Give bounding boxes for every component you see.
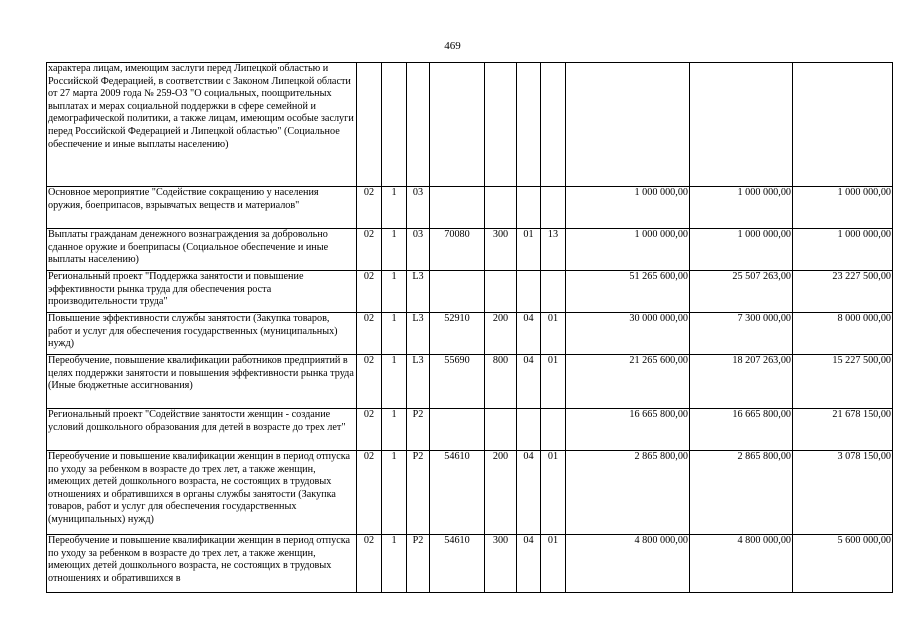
program-code: 02 — [357, 409, 382, 451]
row-name: Повышение эффективности службы занятости (Закупка товаров, работ и услуг для обеспечения государственных (муниципальных) нужд) — [47, 313, 357, 355]
expense-type-code: 300 — [485, 535, 517, 593]
expense-type-code — [485, 409, 517, 451]
subprogram-code: 1 — [382, 187, 407, 229]
subsection-code: 01 — [541, 451, 566, 535]
sum-year-3: 21 678 150,00 — [793, 409, 893, 451]
section-code: 04 — [517, 535, 541, 593]
table-row — [47, 535, 893, 593]
event-code: 03 — [407, 187, 430, 229]
section-code — [517, 271, 541, 313]
direction-code — [430, 63, 485, 187]
event-code: L3 — [407, 271, 430, 313]
sum-year-3: 1 000 000,00 — [793, 229, 893, 271]
direction-code: 52910 — [430, 313, 485, 355]
direction-code: 54610 — [430, 451, 485, 535]
event-code: P2 — [407, 535, 430, 593]
expense-type-code: 300 — [485, 229, 517, 271]
direction-code: 55690 — [430, 355, 485, 409]
expense-type-code — [485, 63, 517, 187]
subsection-code — [541, 409, 566, 451]
row-name: Переобучение, повышение квалификации работников предприятий в целях поддержки занятости и повышения эффективности рынка труда (Иные бюджетные ассигнования) — [47, 355, 357, 409]
sum-year-2: 1 000 000,00 — [690, 229, 793, 271]
sum-year-1: 16 665 800,00 — [566, 409, 690, 451]
section-code: 01 — [517, 229, 541, 271]
section-code — [517, 409, 541, 451]
program-code — [357, 63, 382, 187]
sum-year-3: 8 000 000,00 — [793, 313, 893, 355]
direction-code — [430, 187, 485, 229]
program-code: 02 — [357, 229, 382, 271]
direction-code: 54610 — [430, 535, 485, 593]
sum-year-1: 21 265 600,00 — [566, 355, 690, 409]
event-code: L3 — [407, 313, 430, 355]
event-code — [407, 63, 430, 187]
program-code: 02 — [357, 451, 382, 535]
row-name: Переобучение и повышение квалификации женщин в период отпуска по уходу за ребенком в возрасте до трех лет, а также женщин, имеющих детей дошкольного возраста, не состоящих в трудовых отношениях и обратившихся в органы службы занятости (Закупка товаров, работ и услуг для обеспечения государственных (муниципальных) нужд) — [47, 451, 357, 535]
sum-year-1: 4 800 000,00 — [566, 535, 690, 593]
event-code: L3 — [407, 355, 430, 409]
page-number: 469 — [444, 40, 461, 52]
subsection-code: 01 — [541, 313, 566, 355]
expense-type-code — [485, 271, 517, 313]
subsection-code — [541, 271, 566, 313]
program-code: 02 — [357, 355, 382, 409]
subprogram-code: 1 — [382, 229, 407, 271]
table-row — [47, 355, 893, 409]
row-name: Региональный проект "Поддержка занятости и повышение эффективности рынка труда для обеспечения роста производительности труда" — [47, 271, 357, 313]
sum-year-3 — [793, 63, 893, 187]
subsection-code — [541, 187, 566, 229]
subsection-code: 01 — [541, 535, 566, 593]
section-code: 04 — [517, 313, 541, 355]
event-code: P2 — [407, 409, 430, 451]
sum-year-2: 4 800 000,00 — [690, 535, 793, 593]
subprogram-code: 1 — [382, 271, 407, 313]
program-code: 02 — [357, 187, 382, 229]
direction-code: 70080 — [430, 229, 485, 271]
table-row — [47, 271, 893, 313]
sum-year-3: 23 227 500,00 — [793, 271, 893, 313]
sum-year-3: 3 078 150,00 — [793, 451, 893, 535]
row-name: Региональный проект "Содействие занятости женщин - создание условий дошкольного образования для детей в возрасте до трех лет" — [47, 409, 357, 451]
sum-year-2: 1 000 000,00 — [690, 187, 793, 229]
event-code: P2 — [407, 451, 430, 535]
row-name: Переобучение и повышение квалификации женщин в период отпуска по уходу за ребенком в возрасте до трех лет, а также женщин, имеющих детей дошкольного возраста, не состоящих в трудовых отношениях и обратившихся в — [47, 535, 357, 593]
expense-type-code: 200 — [485, 451, 517, 535]
sum-year-1: 30 000 000,00 — [566, 313, 690, 355]
sum-year-2: 7 300 000,00 — [690, 313, 793, 355]
subprogram-code: 1 — [382, 535, 407, 593]
sum-year-3: 1 000 000,00 — [793, 187, 893, 229]
subsection-code: 13 — [541, 229, 566, 271]
sum-year-1: 1 000 000,00 — [566, 187, 690, 229]
sum-year-2 — [690, 63, 793, 187]
sum-year-2: 16 665 800,00 — [690, 409, 793, 451]
subsection-code: 01 — [541, 355, 566, 409]
table-row — [47, 229, 893, 271]
section-code: 04 — [517, 355, 541, 409]
sum-year-1: 1 000 000,00 — [566, 229, 690, 271]
row-name: характера лицам, имеющим заслуги перед Липецкой областью и Российской Федерацией, в соответствии с Законом Липецкой области от 27 марта 2009 года № 259-ОЗ "О социальных, поощрительных выплатах и мерах социальной поддержки в сфере семейной и демографической политики, а также лицам, имеющим особые заслуги перед Российской Федерацией и Липецкой областью" (Социальное обеспечение и иные выплаты населению) — [47, 63, 357, 187]
subprogram-code: 1 — [382, 355, 407, 409]
sum-year-1: 2 865 800,00 — [566, 451, 690, 535]
sum-year-1: 51 265 600,00 — [566, 271, 690, 313]
subprogram-code: 1 — [382, 313, 407, 355]
expense-type-code: 800 — [485, 355, 517, 409]
program-code: 02 — [357, 313, 382, 355]
sum-year-1 — [566, 63, 690, 187]
sum-year-3: 15 227 500,00 — [793, 355, 893, 409]
subsection-code — [541, 63, 566, 187]
row-name: Основное мероприятие "Содействие сокращению у населения оружия, боеприпасов, взрывчатых веществ и материалов" — [47, 187, 357, 229]
subprogram-code: 1 — [382, 451, 407, 535]
table-row — [47, 63, 893, 187]
subprogram-code: 1 — [382, 409, 407, 451]
sum-year-3: 5 600 000,00 — [793, 535, 893, 593]
section-code — [517, 187, 541, 229]
subprogram-code — [382, 63, 407, 187]
direction-code — [430, 409, 485, 451]
direction-code — [430, 271, 485, 313]
program-code: 02 — [357, 535, 382, 593]
budget-table — [46, 62, 893, 593]
expense-type-code: 200 — [485, 313, 517, 355]
sum-year-2: 2 865 800,00 — [690, 451, 793, 535]
event-code: 03 — [407, 229, 430, 271]
program-code: 02 — [357, 271, 382, 313]
table-row — [47, 187, 893, 229]
section-code — [517, 63, 541, 187]
table-row — [47, 451, 893, 535]
table-row — [47, 313, 893, 355]
sum-year-2: 18 207 263,00 — [690, 355, 793, 409]
sum-year-2: 25 507 263,00 — [690, 271, 793, 313]
expense-type-code — [485, 187, 517, 229]
table-row — [47, 409, 893, 451]
section-code: 04 — [517, 451, 541, 535]
row-name: Выплаты гражданам денежного вознаграждения за добровольно сданное оружие и боеприпасы (Социальное обеспечение и иные выплаты населению) — [47, 229, 357, 271]
